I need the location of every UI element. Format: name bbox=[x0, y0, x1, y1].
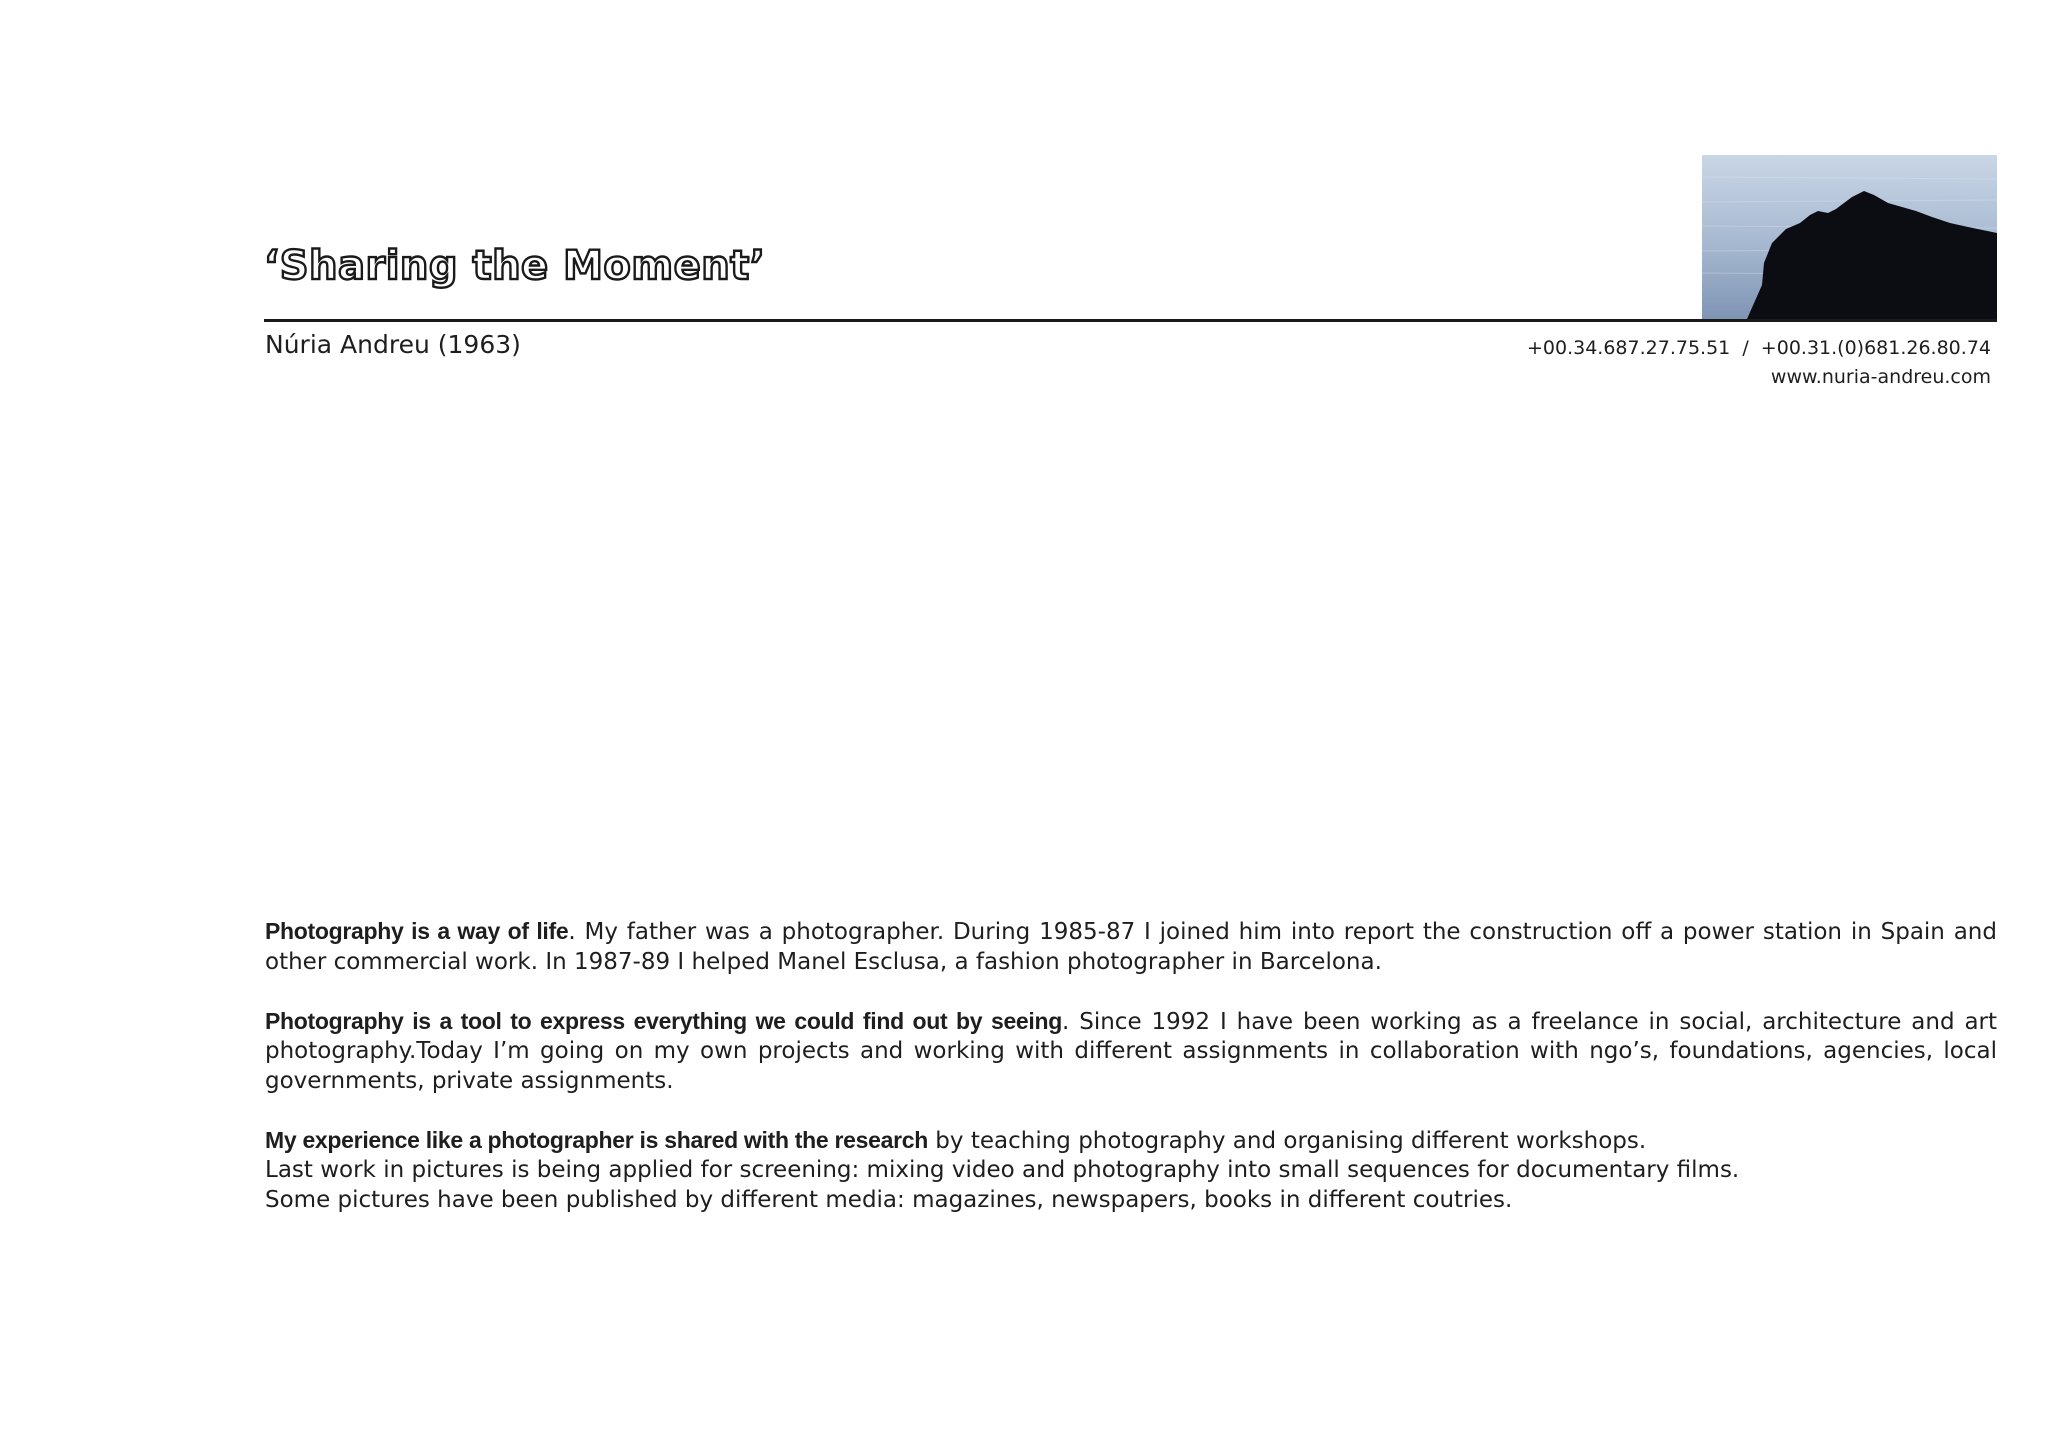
author-name: Núria Andreu (1963) bbox=[265, 330, 521, 359]
bio-text-2: . Since 1992 I have been working as a freelance in social, architecture and art photography.Today I’m going on my own projects and working with different assignments in collaboration with ngo’s, foundations, agencies, local governments, private assignments. bbox=[265, 1008, 1998, 1094]
bio-lead-3: My experience like a photographer is shared with the research bbox=[265, 1126, 928, 1153]
biography bbox=[265, 917, 1997, 1215]
bio-text-3: by teaching photography and organising different workshops. bbox=[928, 1127, 1647, 1154]
bio-paragraph-2 bbox=[265, 1007, 1997, 1097]
website-link[interactable]: www.nuria-andreu.com bbox=[1770, 366, 1991, 388]
header-divider bbox=[264, 319, 1997, 322]
contact-info bbox=[1527, 334, 1991, 392]
page-title: ‘Sharing the Moment’ bbox=[264, 243, 766, 289]
bio-paragraph-3 bbox=[265, 1126, 1997, 1216]
bio-paragraph-1 bbox=[265, 917, 1997, 977]
bio-line-3c: Some pictures have been published by different media: magazines, newspapers, books in different coutries. bbox=[265, 1186, 1513, 1213]
bio-line-3b: Last work in pictures is being applied for screening: mixing video and photography into small sequences for documentary films. bbox=[265, 1157, 1740, 1183]
bio-lead-2: Photography is a tool to express everything we could find out by seeing bbox=[265, 1007, 1063, 1034]
bio-text-1: . My father was a photographer. During 1985-87 I joined him into report the construction off a power station in Spain and other commercial work. In 1987-89 I helped Manel Esclusa, a fashion photographer in Barcelona. bbox=[265, 919, 1997, 975]
phone-numbers: +00.34.687.27.75.51 / +00.31.(0)681.26.80.74 bbox=[1526, 337, 1991, 359]
profile-photo-icon bbox=[1702, 155, 1997, 319]
bio-lead-1: Photography is a way of life bbox=[265, 918, 569, 944]
bio-line-3a bbox=[265, 1126, 1997, 1157]
